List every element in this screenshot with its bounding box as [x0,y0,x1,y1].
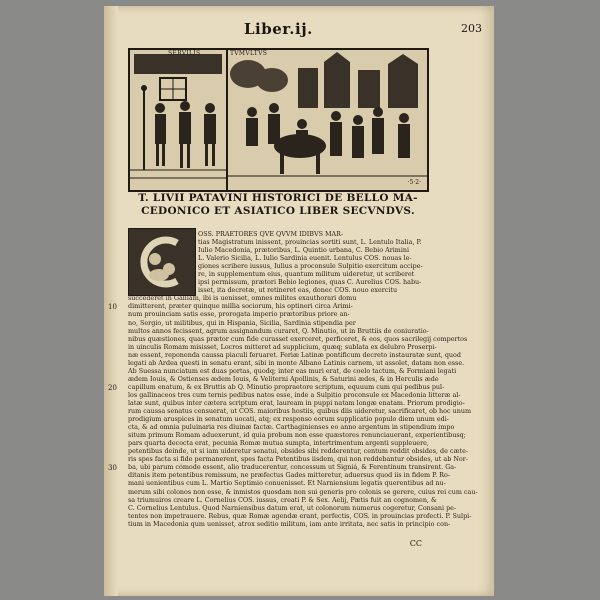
text-line: situm primum Romam aduexerunt, id quia probum non esse quæstores renunciauerant, experientibusq; [128,431,466,440]
text-line: petentibus deinde, ut si iam uideretur senatui, obsides sibi redderentur, centum reddit obsides, de cæte- [128,447,469,456]
text-line: rum caussa senatus censuerat, ut COS. maioribus hostiis, quibus diis uideretur, sacrificaret, ob hoc unum [128,407,472,416]
woodcut-caption-left: SERVILIS [168,50,201,57]
woodcut-interior-scene [130,50,226,186]
book-number: Liber.ij. [244,20,313,38]
text-line: isset, ita decretæ, ut retineret eas, donec COS. nouo exercitu [198,286,398,295]
running-head [104,20,494,44]
text-line: giones scribere iussus, Iulius a proconsule Sulpitio exercitum accipe- [198,262,423,271]
text-line: capillum enatum, & ex Bruttis ab Q. Minutio propraetore scriptum, equuum cum qui pedibus pul- [128,382,445,391]
body-text [128,230,478,528]
text-line: cta, & ad omnia puluinaria res diuinæ factæ. Carthaginienses eo anno argentum in stipendium impo [128,423,455,432]
text-line: Ab Suessa nunciatum est duas portas, quodq; inter eas muri erat, de coelo tactum, & Formiani legati [128,366,457,375]
text-line: OSS. PRAETORES QVE QVVM IDIBVS MAR- [198,230,344,238]
text-line: dimitterent, præter quinque millia sociorum, his optineri circa Arimi- [128,302,353,311]
title-line-2: CEDONICO ET ASIATICO LIBER SECVNDVS. [141,205,415,217]
woodcut-illustration [128,48,429,192]
page-number: 203 [461,22,482,35]
text-line: L. Valerio Sicilia, L. Iulio Sardinia euenit. Lentulus COS. nouas le- [198,254,412,263]
text-line: Iulio Macedonia, prætoribus, L. Quintio urbana, C. Bebio Arimini [198,246,410,255]
text-line: ædem Iouis, & Ostienses ædem Iouis, & Veliterni Apollinis, & Saturini ædes, & in Herculis æde [128,374,439,383]
text-line: latæ sunt, quibus inter cætera scriptum erat, lauream in puppi natam longæ enatam. Priorum prodigio- [128,398,465,407]
woodcut-panel-right [228,50,427,190]
woodcut-caption-right: TVMVLTVS [230,50,268,57]
margin-number: 20 [108,384,117,392]
text-line: legati ab Ardea questi in senatu erant, sibi in monte Albano Latinis carnem, ut assolet, datam non esse. [128,358,465,367]
book-title [118,192,438,218]
text-line: multos annos fecissent, agrum assignandum curaret, Q. Minutio, ut in Bruttiis de coniuratio- [128,326,429,335]
text-line: prodigium aruspices in senatum uocati, atq; ex responso eorum supplicatio populo diem unum edi- [128,415,449,424]
text-line: tentes non impetrauere. Rebus, quæ Romæ agendæ erant, perfectis, COS. in prouincias profecti. P. Sulpi- [128,511,472,520]
text-line: tium in Macedonia qum uenisset, atrox seditio militum, iam ante irritata, nec satis in principio con- [128,519,451,528]
catchword: CC [409,539,422,548]
text-line: tias Magistratum inissent, prouincias sortiti sunt, L. Lentulo Italia, P. [198,238,422,247]
text-line: nibus quæstiones, quas prætor cum fide curasset exerceret, perficeret, & eos, quos sacrilegij compertos [128,334,468,343]
text-line: sa triumuiros creare L. Cornelius COS. iussus, creati P. & Sex. Aelij, Pætis fuit an cognomen, & [128,495,437,504]
text-line: no, Sergio, ut militibus, qui in Hispania, Sicilia, Sardinia stipendia per [128,318,356,327]
text-line: næ essent, reponenda caussa piaculi feruaret. Feriæ Latinæ pontificum decreto instauratæ sunt, quod [128,350,461,359]
page-gutter [104,6,118,596]
text-line: los gallinaceos tres cum ternis pedibus natos esse, inde a Sulpitio proconsule ex Macedonia litteræ al- [128,390,461,399]
woodcut-procession-scene [228,50,427,186]
text-line: merum sibi colonos non esse, & inmistos quosdam non sui generis pro colonis se gerere, cuius rei cum cau- [128,487,478,496]
title-line-1: T. LIVII PATAVINI HISTORICI DE BELLO MA- [138,192,418,204]
text-line: in uinculis Romam misisset, Locros mitteret ad supplicium, quæq; sublata ex delubro Proserpi- [128,342,437,351]
text-line: ditanis item petentibus remissum, ne præfectus Gades mitteretur, aduersus quod iis in fidem P. Ro- [128,471,450,480]
text-line: succederet in Galliam, ibi is uenisset, omnes milites exauthorari domu [128,294,357,303]
woodcut-panel-left [130,50,228,190]
margin-number: 10 [108,303,117,311]
text-line: ba, ubi parum cómode essent, alio traducerentur, concessum ut Signiá, & Ferentinum transirent. Ga- [128,463,457,472]
text-line: C. Cornelius Lentulus. Quod Narniensibus datum erat, ut colonorum numerus cogeretur, Consani pe- [128,503,457,512]
text-line: pars quarta decocta erat, pecunia Romæ mutua sumpta, intertrimentum argenti suppleuere, [128,439,429,448]
text-line: ris spes facta si fide permanerent, spes facta Petentibus iisdem, qui non reddebantur obsides, ut ab Nor- [128,455,468,464]
margin-number: 30 [108,464,117,472]
woodcut-number: ·5·2· [407,179,421,186]
book-page [104,6,494,596]
text-line: mani uenientibus cum L. Martio Septimio conuenisset. Et Narniensium legatis querentibus ad nu- [128,479,446,488]
text-line: ipsi permissum, prætori Bebio legiones, quas C. Aurelius COS. habu- [198,278,422,287]
text-line: num prouinciam satis esse, prorogata imperio prætoribus priore an- [128,310,350,319]
text-line: re, in supplementum eius, quantum militum uideretur, ut scriberet [198,270,415,279]
